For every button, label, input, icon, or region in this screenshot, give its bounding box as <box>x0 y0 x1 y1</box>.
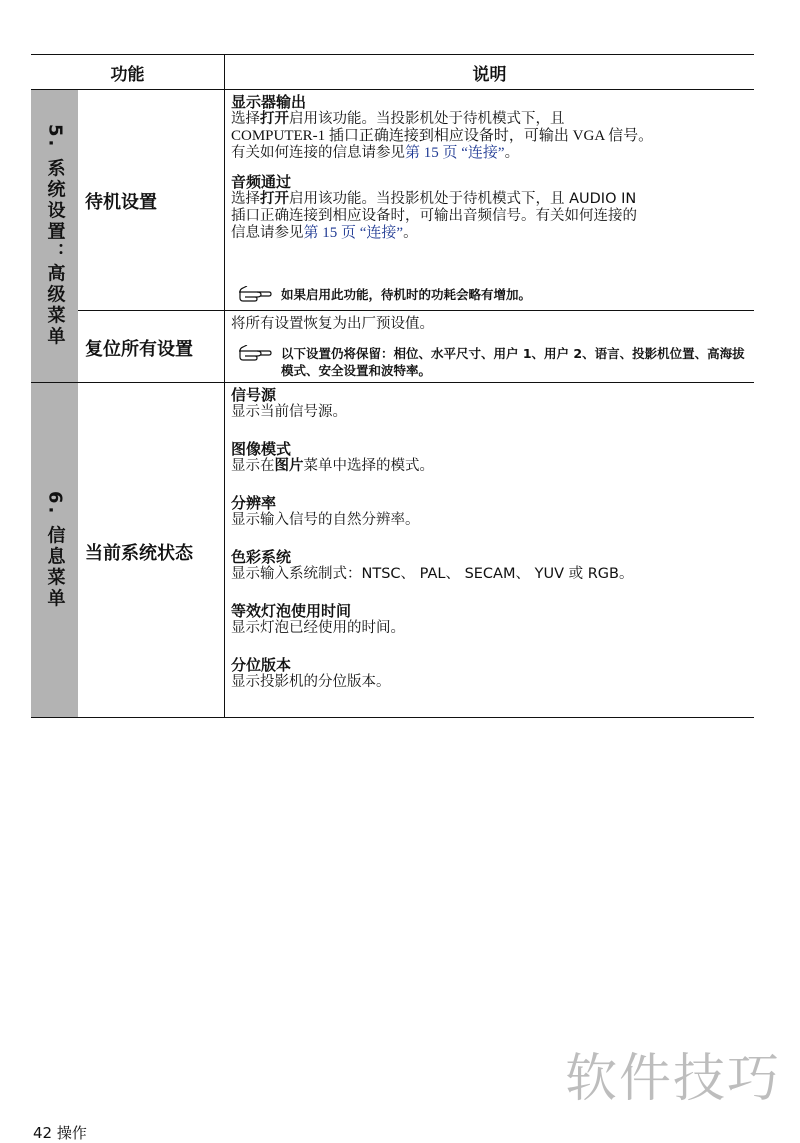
section-divider <box>31 382 754 383</box>
pointing-hand-icon <box>237 286 281 306</box>
column-divider <box>224 54 225 718</box>
status-item-title: 信号源 <box>231 386 277 404</box>
status-item-title: 色彩系统 <box>231 548 292 566</box>
status-item-text: 显示输入系统制式：NTSC、 PAL、 SECAM、 YUV 或 RGB。 <box>231 566 634 582</box>
reset-desc: 将所有设置恢复为出厂预设值。 <box>231 316 434 332</box>
monitor-out-line2: COMPUTER-1 插口正确连接到相应设备时，可输出 VGA 信号。 <box>231 128 654 144</box>
row-divider <box>78 310 754 311</box>
status-item-title: 分辨率 <box>231 494 277 512</box>
standby-desc <box>231 94 751 242</box>
status-item-title: 等效灯泡使用时间 <box>231 602 352 620</box>
monitor-out-line1: 选择打开启用该功能。当投影机处于待机模式下，且 <box>231 111 565 127</box>
standby-note-text: 如果启用此功能，待机时的功耗会略有增加。 <box>281 287 532 302</box>
section-info-label: 6. 信息菜单 <box>44 490 66 610</box>
header-rule <box>31 89 754 90</box>
section-advanced-label: 5. 系统设置：高级菜单 <box>44 124 66 348</box>
audio-pass-line2: 插口正确连接到相应设备时，可输出音频信号。有关如何连接的 <box>231 208 637 224</box>
menu-table <box>31 54 754 719</box>
status-desc <box>231 387 751 691</box>
monitor-out-title: 显示器输出 <box>231 93 307 111</box>
status-item-text: 显示在图片菜单中选择的模式。 <box>231 458 434 474</box>
audio-pass-line3: 信息请参见第 15 页 “连接”。 <box>231 225 418 241</box>
reset-note <box>237 345 747 379</box>
watermark: 软件技巧 <box>565 1049 782 1109</box>
header-function: 功能 <box>110 64 145 85</box>
connect-link-2[interactable]: 第 15 页 “连接” <box>303 225 404 241</box>
section-info <box>31 383 78 717</box>
page-footer: 42 操作 <box>33 1124 87 1142</box>
status-item-title: 图像模式 <box>231 440 292 458</box>
header-description: 说明 <box>472 64 507 85</box>
func-standby: 待机设置 <box>85 192 157 213</box>
status-item-text: 显示当前信号源。 <box>231 404 347 420</box>
status-item-text: 显示灯泡已经使用的时间。 <box>231 620 405 636</box>
status-item-text: 显示输入信号的自然分辨率。 <box>231 512 420 528</box>
pointing-hand-icon <box>237 345 281 379</box>
func-reset: 复位所有设置 <box>85 339 193 360</box>
reset-note-text: 以下设置仍将保留：相位、水平尺寸、用户 1、用户 2、语言、投影机位置、高海拔模式、安全设置和波特率。 <box>281 346 745 378</box>
status-item-title: 分位版本 <box>231 656 292 674</box>
monitor-out-line3: 有关如何连接的信息请参见第 15 页 “连接”。 <box>231 145 520 161</box>
func-status: 当前系统状态 <box>85 543 193 564</box>
standby-note <box>237 286 747 306</box>
audio-pass-line1: 选择打开启用该功能。当投影机处于待机模式下，且 AUDIO IN <box>231 191 637 207</box>
status-item-text: 显示投影机的分位版本。 <box>231 674 391 690</box>
section-advanced <box>31 90 78 382</box>
connect-link-1[interactable]: 第 15 页 “连接” <box>405 145 505 161</box>
audio-pass-title: 音频通过 <box>231 173 292 191</box>
bottom-rule <box>31 717 754 718</box>
